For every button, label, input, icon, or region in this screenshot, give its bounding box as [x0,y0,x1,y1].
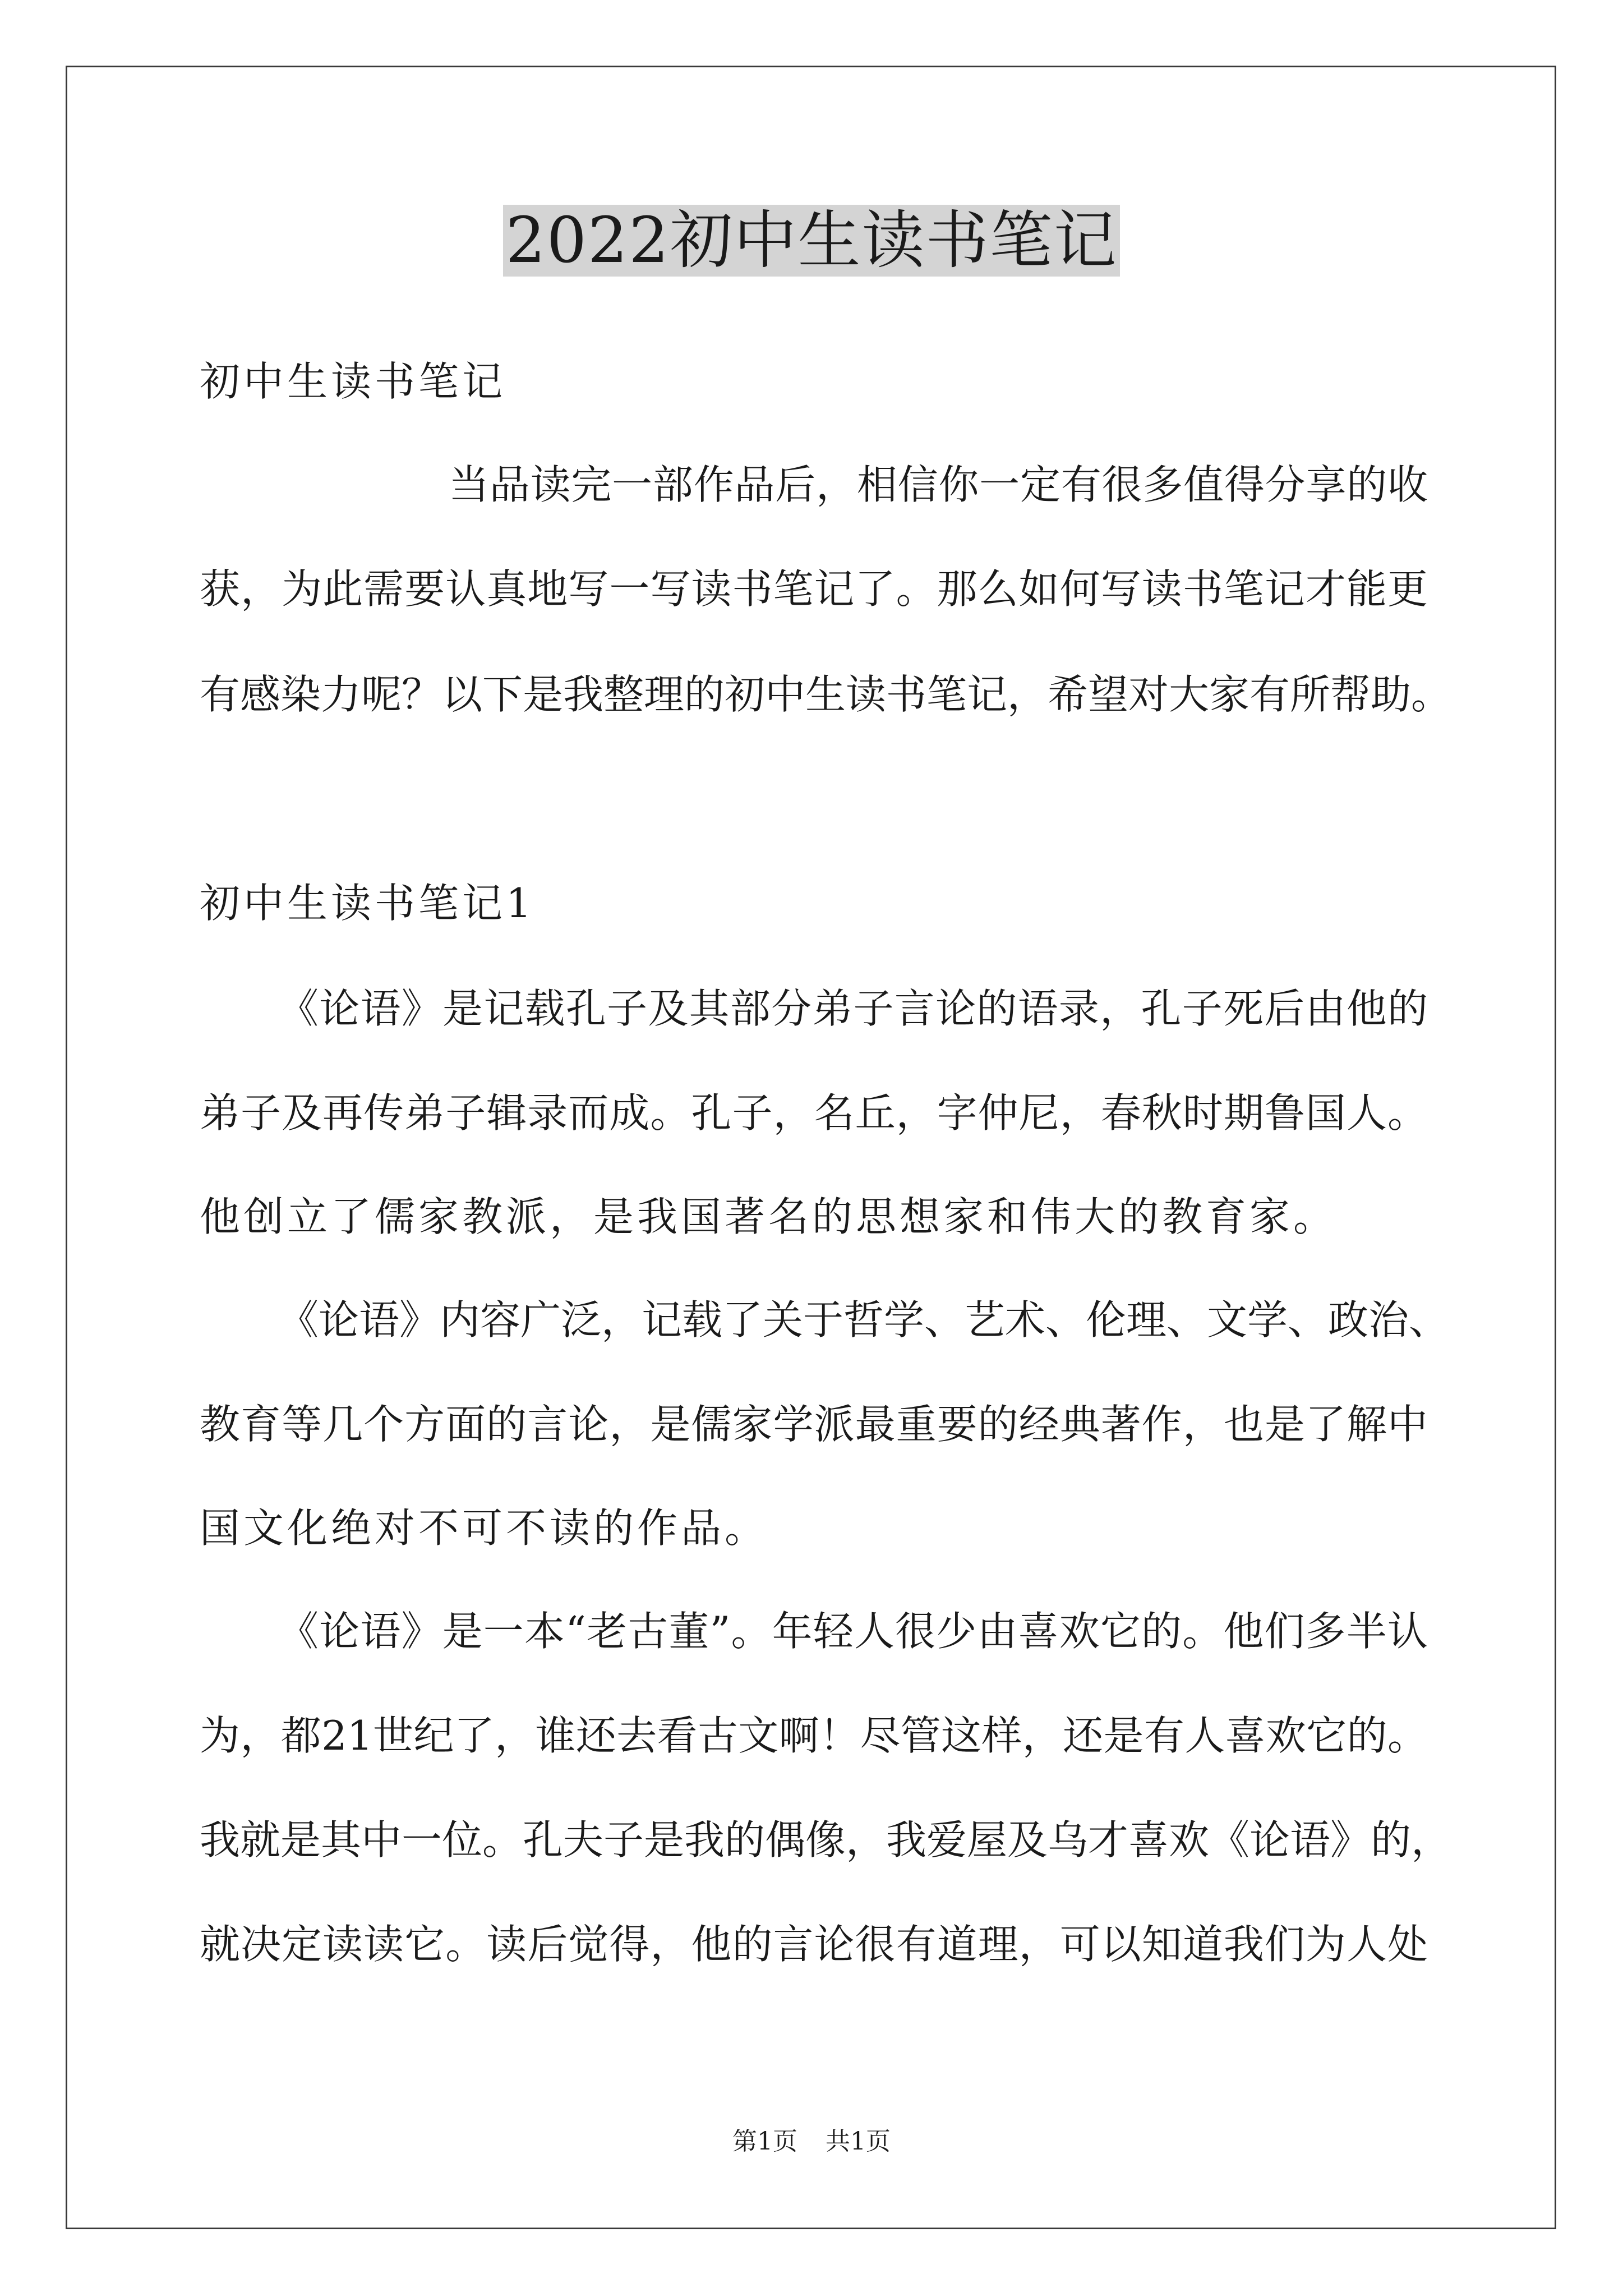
page-number: 第1页 [732,2127,797,2156]
page-footer [0,2126,1623,2157]
page-total: 共1页 [826,2127,891,2156]
paragraph-line: 我就是其中一位。孔夫子是我的偶像，我爱屋及乌才喜欢《论语》的， [200,1816,1452,1864]
document-title: 2022初中生读书笔记 [503,205,1119,277]
section-heading: 初中生读书笔记1 [200,880,535,927]
document-subtitle: 初中生读书笔记 [200,358,506,405]
intro-line: 有感染力呢？以下是我整理的初中生读书笔记，希望对大家有所帮助。 [200,671,1452,718]
paragraph-line: 教育等几个方面的言论，是儒家学派最重要的经典著作，也是了解中 [200,1401,1428,1448]
paragraph-line: 弟子及再传弟子辑录而成。孔子，名丘，字仲尼，春秋时期鲁国人。 [200,1089,1428,1137]
title-wrap [0,205,1623,277]
intro-line: 获，为此需要认真地写一写读书笔记了。那么如何写读书笔记才能更 [200,565,1428,613]
paragraph-line: 就决定读读它。读后觉得，他的言论很有道理，可以知道我们为人处 [200,1921,1428,1968]
paragraph-line: 《论语》是一本“老古董”。年轻人很少由喜欢它的。他们多半认 [278,1608,1428,1655]
paragraph-line: 为，都21世纪了，谁还去看古文啊！尽管这样，还是有人喜欢它的。 [200,1712,1428,1759]
paragraph-line: 《论语》是记载孔子及其部分弟子言论的语录，孔子死后由他的 [278,985,1428,1032]
paragraph-line: 《论语》内容广泛，记载了关于哲学、艺术、伦理、文学、政治、 [278,1296,1450,1343]
paragraph-line: 国文化绝对不可不读的作品。 [200,1504,769,1552]
intro-line: 当品读完一部作品后，相信你一定有很多值得分享的收 [449,461,1428,508]
paragraph-line: 他创立了儒家教派，是我国著名的思想家和伟大的教育家。 [200,1193,1338,1240]
